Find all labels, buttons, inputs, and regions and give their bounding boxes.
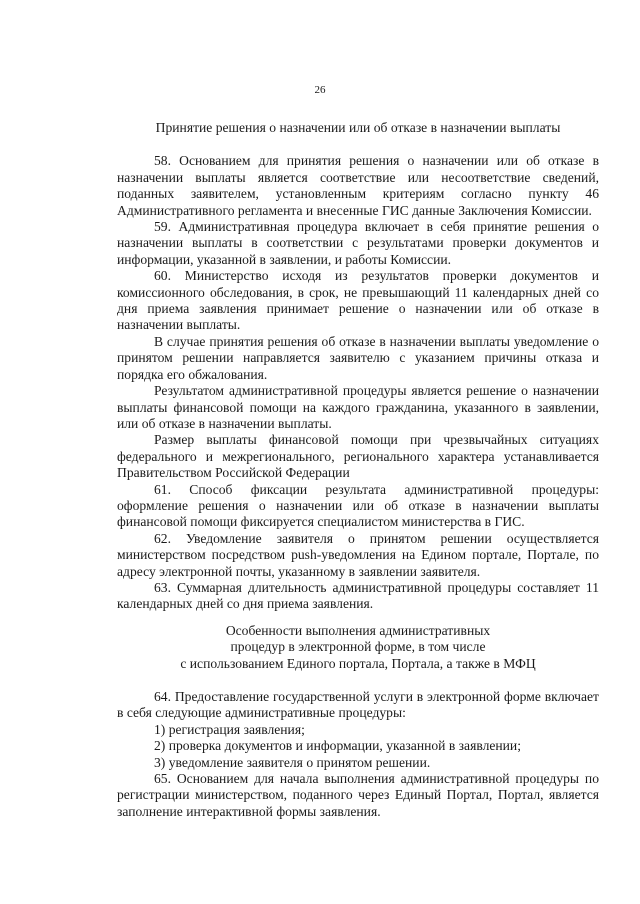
section-heading-electronic-form <box>117 623 599 672</box>
heading-line: с использованием Единого портала, Портала, а также в МФЦ <box>180 655 536 671</box>
section-heading-decision: Принятие решения о назначении или об отказе в назначении выплаты <box>155 120 561 135</box>
heading-line: Особенности выполнения административных <box>225 622 491 638</box>
paragraph-refusal-notice: В случае принятия решения об отказе в назначении выплаты уведомление о принятом решении направляется заявителю с указанием причины отказа и порядка его обжалования. <box>117 333 599 382</box>
paragraph-61: 61. Способ фиксации результата административной процедуры: оформление решения о назначении или об отказе в назначении выплаты финансовой помощи фиксируется специалистом министерства в ГИС. <box>117 481 599 530</box>
paragraph-result: Результатом административной процедуры является решение о назначении выплаты финансовой помощи на каждого гражданина, указанного в заявлении, или об отказе в назначении выплаты. <box>117 383 599 431</box>
heading-line: процедур в электронной форме, в том числе <box>230 639 486 655</box>
paragraph-65: 65. Основанием для начала выполнения административной процедуры по регистрации министерством, поданного через Единый Портал, Портал, является заполнение интерактивной формы заявления. <box>117 771 599 819</box>
paragraph-60: 60. Министерство исходя из результатов проверки документов и комиссионного обследования, в срок, не превышающий 11 календарных дней со дня приема заявления принимает решение о назначении или об отказе в назначении выплаты. <box>117 268 599 333</box>
paragraph-62: 62. Уведомление заявителя о принятом решении осуществляется министерством посредством push-уведомления на Едином портале, Портале, по адресу электронной почты, указанному в заявлении заявителя. <box>117 530 599 579</box>
list-item-notification: 3) уведомление заявителя о принятом решении. <box>154 754 431 770</box>
paragraph-payment-size: Размер выплаты финансовой помощи при чрезвычайных ситуациях федерального и межрегионального, регионального характера устанавливается Правительством Российской Федерации <box>117 432 599 481</box>
list-item-verification: 2) проверка документов и информации, указанной в заявлении; <box>154 738 521 754</box>
paragraph-58: 58. Основанием для принятия решения о назначении или об отказе в назначении выплаты является соответствие или несоответствие сведений, поданных заявителем, установленным критериям согласно пункту 46 Административного регламента и внесенные ГИС данные Заключения Комиссии. <box>117 153 599 218</box>
list-item-registration: 1) регистрация заявления; <box>154 721 305 737</box>
paragraph-59: 59. Административная процедура включает в себя принятие решения о назначении выплаты в соответствии с результатами проверки документов и информации, указанной в заявлении, и работы Комиссии. <box>117 219 599 267</box>
paragraph-63: 63. Суммарная длительность административной процедуры составляет 11 календарных дней со дня приема заявления. <box>117 579 599 612</box>
page-number: 26 <box>314 84 326 96</box>
paragraph-64: 64. Предоставление государственной услуги в электронной форме включает в себя следующие административные процедуры: <box>117 689 599 721</box>
document-body <box>117 120 599 820</box>
